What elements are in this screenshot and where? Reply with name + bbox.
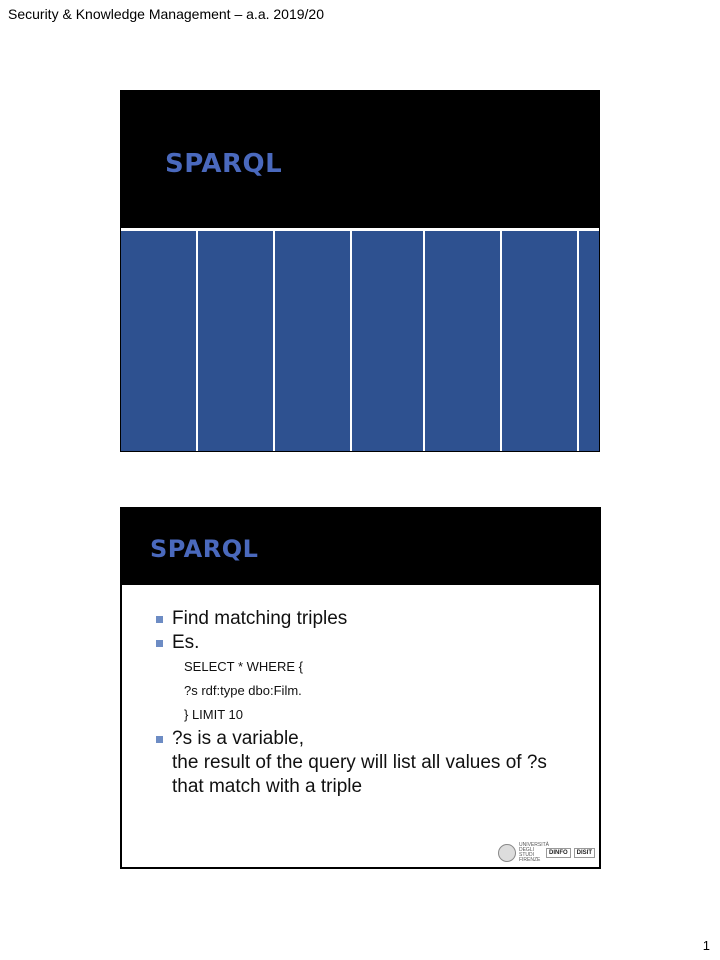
university-logo-text: UNIVERSITÀ DEGLI STUDI FIRENZE xyxy=(518,842,549,863)
band-divider xyxy=(500,231,502,451)
bullet-marker-icon xyxy=(156,616,163,623)
slide-1-title: SPARQL xyxy=(165,149,283,179)
band-divider xyxy=(196,231,198,451)
bullet-text: ?s is a variable, the result of the query will list all values of ?s that match with a triple xyxy=(172,728,547,797)
band-divider xyxy=(350,231,352,451)
footer-logos xyxy=(498,843,595,863)
band-divider xyxy=(577,231,579,451)
university-seal-icon xyxy=(498,844,516,862)
slide-2-header xyxy=(122,509,599,585)
page-number: 1 xyxy=(702,938,710,953)
page-header: Security & Knowledge Management – a.a. 2019/20 xyxy=(8,6,324,22)
bullet-text: Es. xyxy=(172,632,200,653)
bullet-marker-icon xyxy=(156,640,163,647)
disit-logo: DISIT xyxy=(574,848,595,858)
bullet-item xyxy=(154,631,594,655)
bullet-list xyxy=(154,607,594,799)
slide-1 xyxy=(120,90,600,452)
bullet-marker-icon xyxy=(156,736,163,743)
bullet-text: Find matching triples xyxy=(172,608,348,629)
title-band xyxy=(121,228,599,451)
code-line: ?s rdf:type dbo:Film. xyxy=(184,683,302,698)
slide-2-title: SPARQL xyxy=(150,535,259,563)
code-line: SELECT * WHERE { xyxy=(184,659,303,674)
code-line: } LIMIT 10 xyxy=(184,707,244,722)
dinfo-logo: DINFO xyxy=(546,848,571,858)
band-divider xyxy=(273,231,275,451)
bullet-item xyxy=(154,607,594,631)
bullet-item xyxy=(154,727,594,799)
band-divider xyxy=(423,231,425,451)
slide-2 xyxy=(120,507,601,869)
